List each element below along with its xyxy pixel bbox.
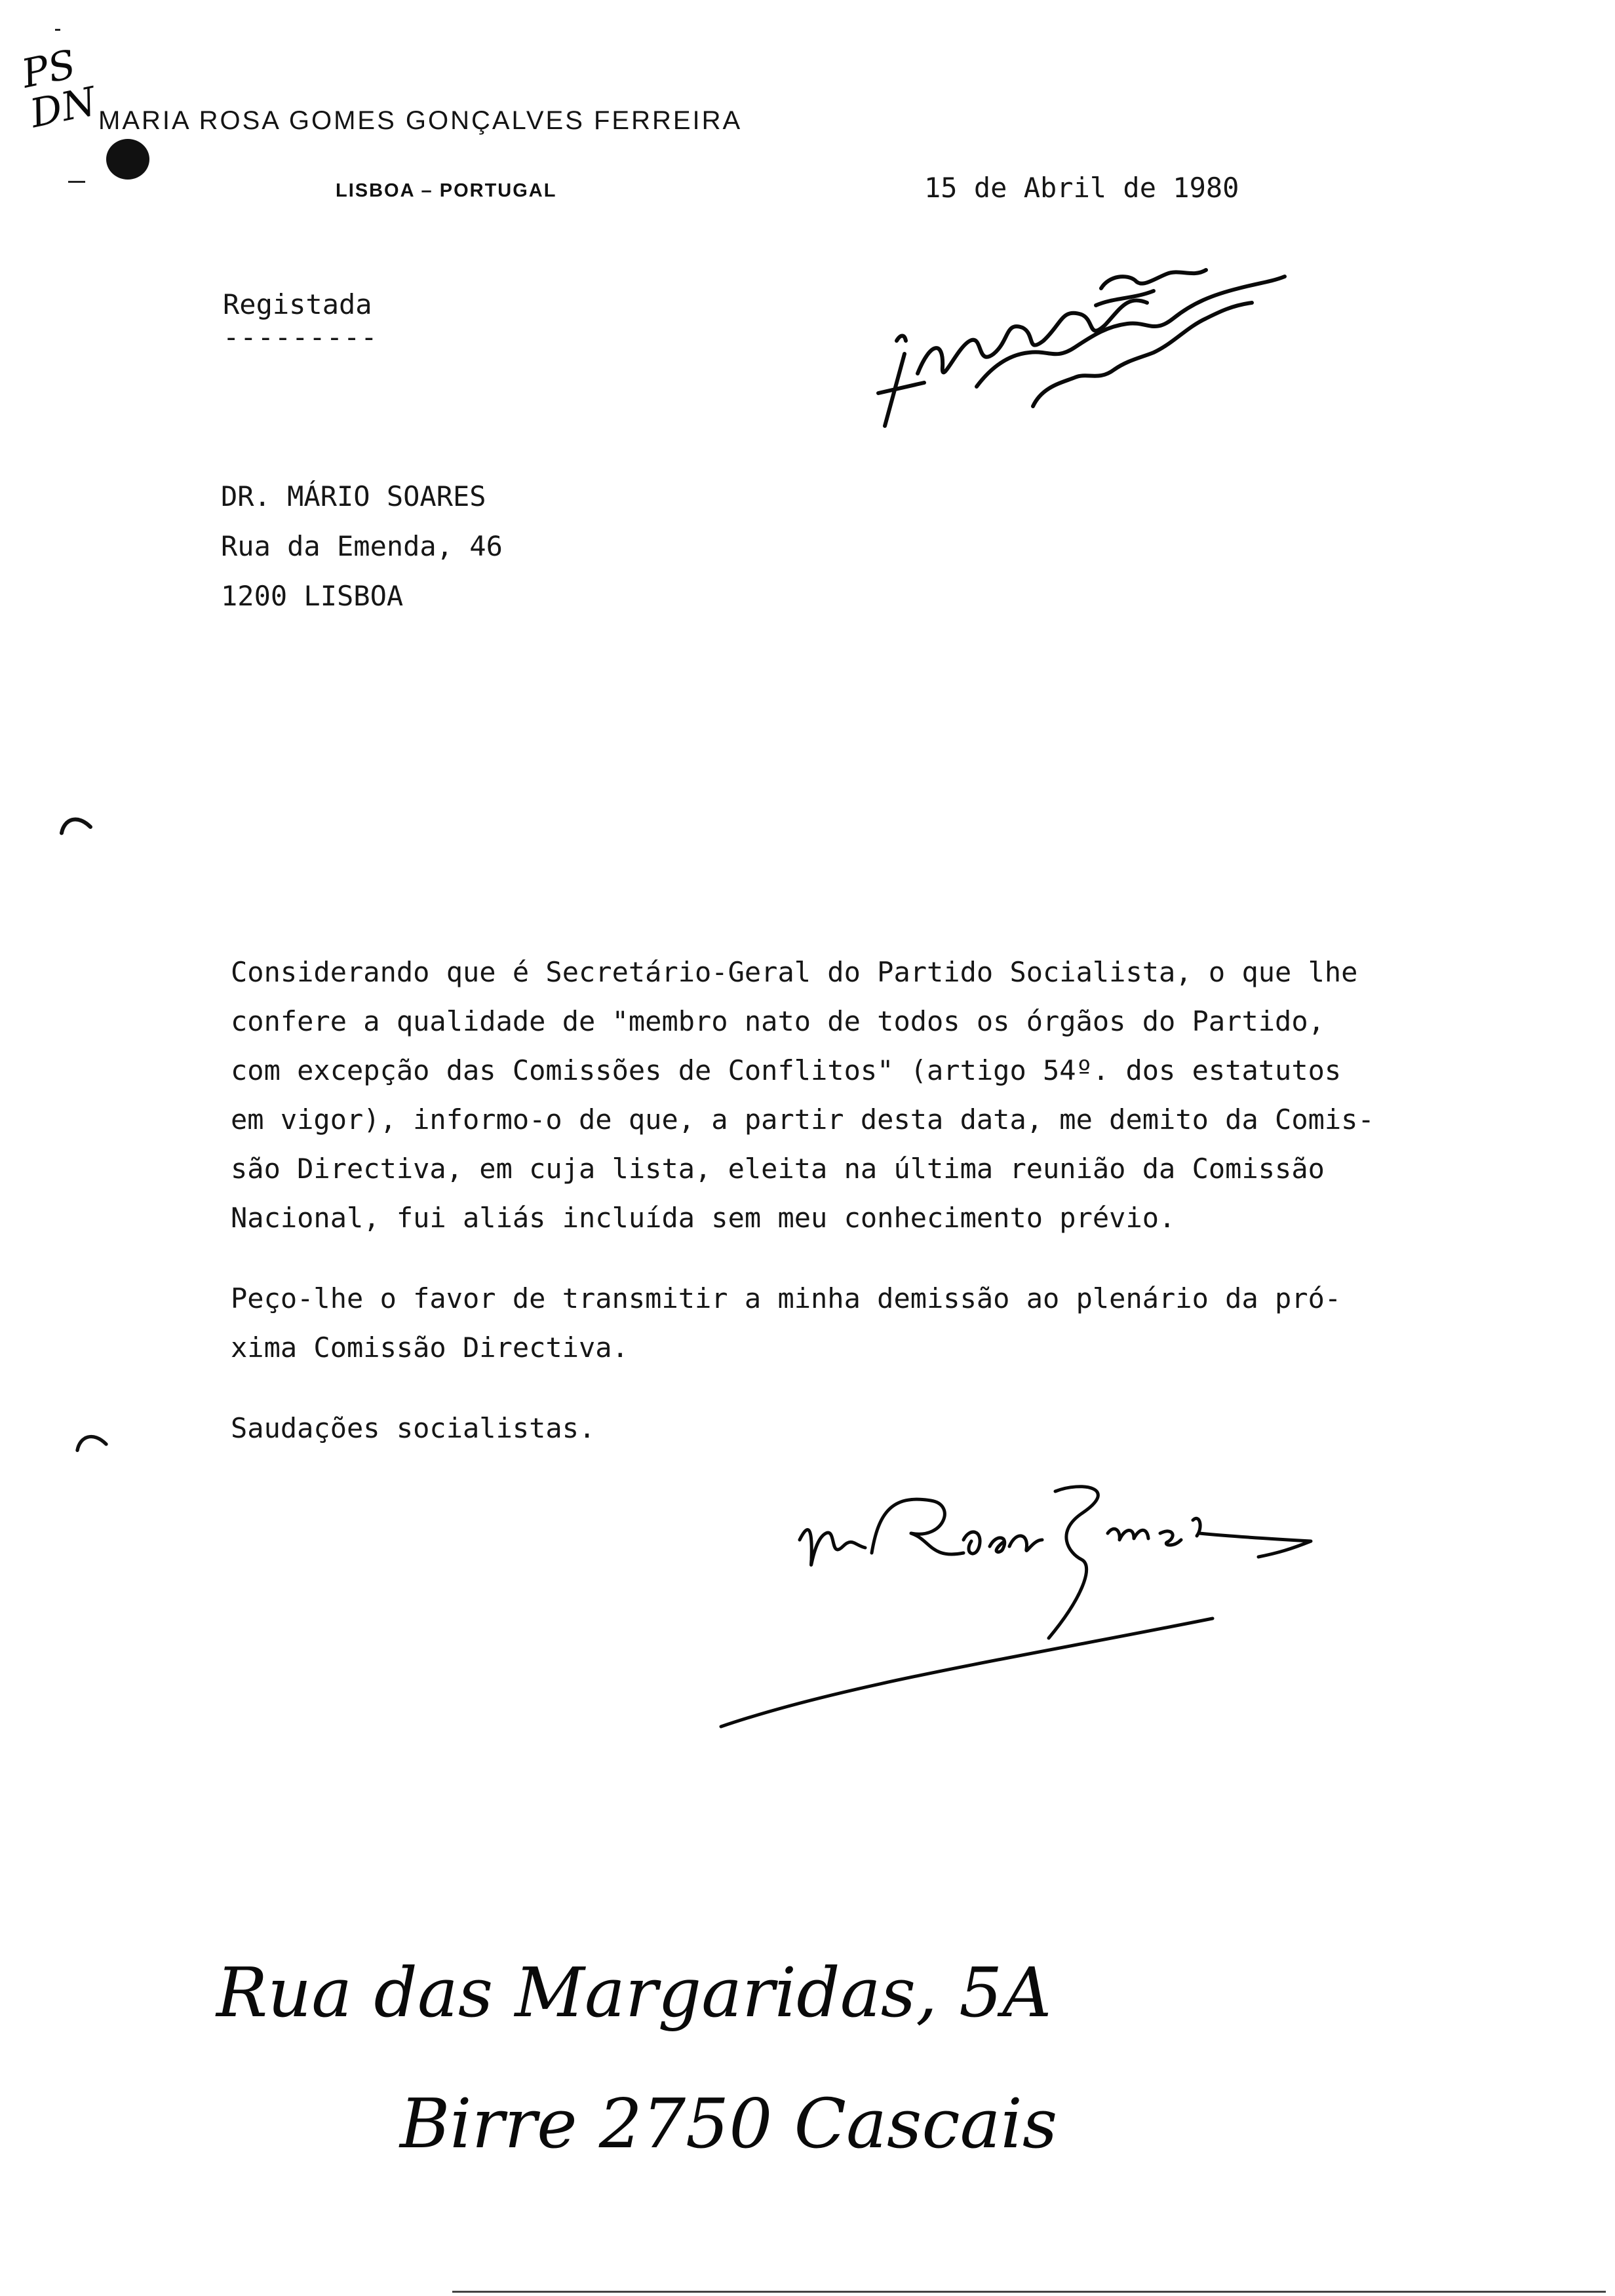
handwritten-address-line-2: Birre 2750 Cascais [400, 2084, 1058, 2164]
body-line: xima Comissão Directiva. [231, 1331, 629, 1364]
recipient-address [221, 472, 503, 621]
body-line: em vigor), informo-o de que, a partir desta data, me demito da Comis- [231, 1103, 1374, 1136]
letter-body [231, 947, 1542, 1453]
recipient-street: Rua da Emenda, 46 [221, 530, 503, 562]
margin-note-line-2: DN [26, 78, 101, 138]
margin-note-line-1: PS [18, 41, 80, 98]
body-paragraph-1 [231, 947, 1542, 1242]
handwritten-scribble-stamp [865, 242, 1298, 432]
punch-hole-mark-top [58, 811, 97, 837]
signature [714, 1468, 1331, 1730]
punch-hole-mark-bottom [73, 1428, 113, 1455]
margin-dash [68, 181, 85, 183]
closing-line: Saudações socialistas. [231, 1412, 596, 1444]
closing [231, 1404, 1542, 1453]
bottom-edge-line [452, 2291, 1606, 2293]
recipient-name: DR. MÁRIO SOARES [221, 480, 486, 512]
body-line: Considerando que é Secretário-Geral do Partido Socialista, o que lhe [231, 956, 1358, 988]
body-line: Peço-lhe o favor de transmitir a minha demissão ao plenário da pró- [231, 1282, 1342, 1314]
body-line: com excepção das Comissões de Conflitos" (artigo 54º. dos estatutos [231, 1054, 1342, 1086]
letterhead-city: LISBOA – PORTUGAL [336, 180, 557, 201]
body-line: são Directiva, em cuja lista, eleita na última reunião da Comissão [231, 1153, 1325, 1185]
registered-label: Registada [223, 288, 372, 320]
registered-underline: --------- [223, 321, 378, 353]
corner-tick-mark [55, 29, 60, 31]
ink-blot [106, 139, 149, 180]
margin-note [18, 41, 101, 138]
letterhead-name: MARIA ROSA GOMES GONÇALVES FERREIRA [98, 106, 743, 135]
body-paragraph-2 [231, 1274, 1542, 1372]
body-line: Nacional, fui aliás incluída sem meu conhecimento prévio. [231, 1202, 1176, 1234]
letter-date: 15 de Abril de 1980 [924, 172, 1239, 204]
handwritten-address-line-1: Rua das Margaridas, 5A [216, 1953, 1052, 2033]
recipient-city: 1200 LISBOA [221, 580, 404, 612]
body-line: confere a qualidade de "membro nato de todos os órgãos do Partido, [231, 1005, 1325, 1037]
